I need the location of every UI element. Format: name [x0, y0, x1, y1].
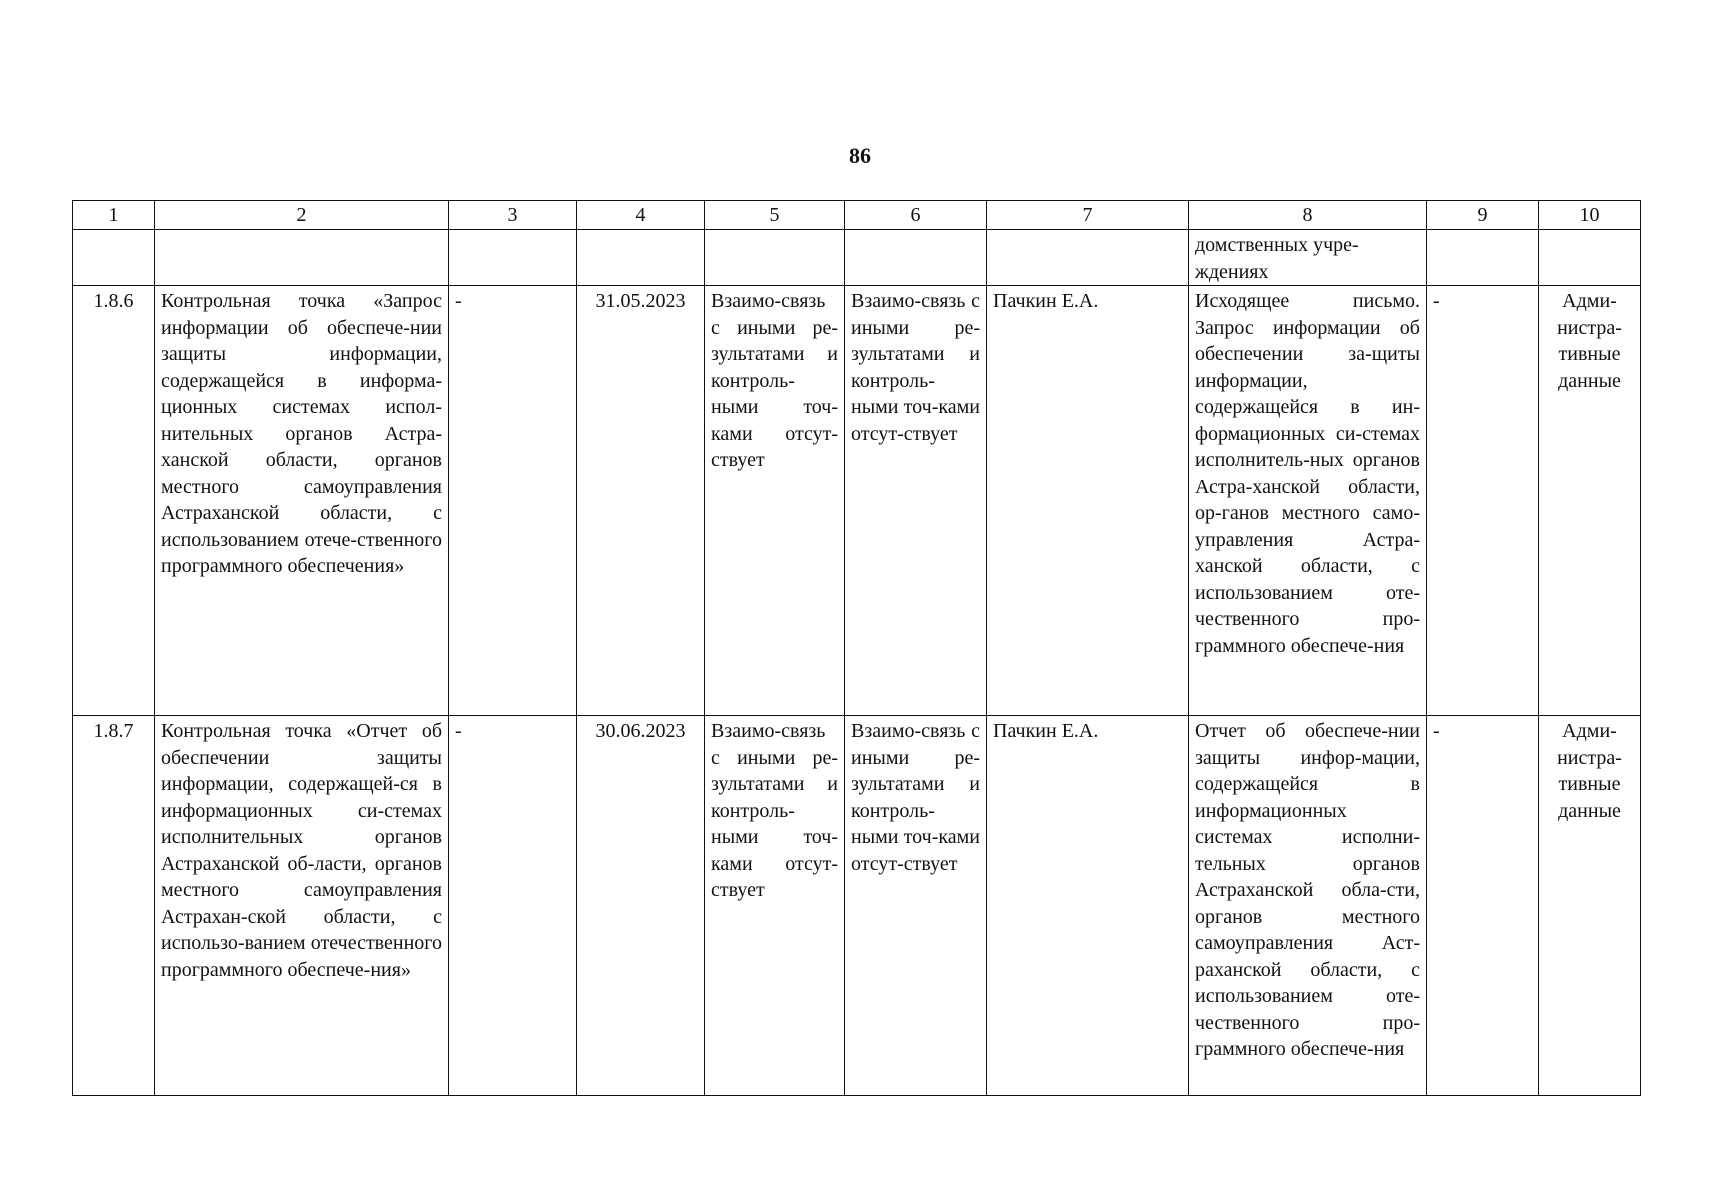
table-cell: [1427, 230, 1539, 286]
column-header: 8: [1189, 201, 1427, 230]
column-header: 6: [845, 201, 987, 230]
table-row: [73, 286, 1641, 716]
column-header: 10: [1539, 201, 1641, 230]
page-number: 86: [849, 143, 871, 168]
table-cell: -: [1427, 716, 1539, 1096]
deadline-date: 31.05.2023: [577, 286, 705, 716]
data-source: Адми-нистра-тивные данные: [1539, 286, 1641, 716]
column-header: 9: [1427, 201, 1539, 230]
table-cell: [1539, 230, 1641, 286]
table-cell: [73, 230, 155, 286]
plan-table: [72, 200, 1641, 1096]
responsible-person: Пачкин Е.А.: [987, 286, 1189, 716]
table-header-row: [73, 201, 1641, 230]
continuation-text: домственных учре- ждениях: [1195, 234, 1359, 283]
table-cell: -: [449, 286, 577, 716]
column-header: 3: [449, 201, 577, 230]
table-cell: -: [449, 716, 577, 1096]
relation-text: Взаимо-связь с иными ре-зультатами и контроль-ными точ-ками отсут-ствует: [845, 716, 987, 1096]
control-point-name: Контрольная точка «Запрос информации об обеспече-нии защиты информации, содержащейся в информа-ционных системах испол-нительных органов Астра-ханской области, органов местного самоуправления Астраханской области, с использованием отече-ственного программного обеспечения»: [155, 286, 449, 716]
column-header: 5: [705, 201, 845, 230]
responsible-person: Пачкин Е.А.: [987, 716, 1189, 1096]
table-cell: [845, 230, 987, 286]
table-row: [73, 716, 1641, 1096]
table-cell: [705, 230, 845, 286]
column-header: 7: [987, 201, 1189, 230]
data-source: Адми-нистра-тивные данные: [1539, 716, 1641, 1096]
row-number: 1.8.7: [73, 716, 155, 1096]
row-number: 1.8.6: [73, 286, 155, 716]
continuation-row: [73, 230, 1641, 286]
relation-text: Взаимо-связь с иными ре-зультатами и контроль-ными точ-ками отсут-ствует: [705, 716, 845, 1096]
column-header: 2: [155, 201, 449, 230]
result-document: Отчет об обеспече-нии защиты инфор-мации, содержащейся в информационных системах исполни-тельных органов Астраханской обла-сти, органов местного самоуправления Аст-раханской области, с использованием оте-чественного про-граммного обеспече-ния: [1189, 716, 1427, 1096]
relation-text: Взаимо-связь с иными ре-зультатами и контроль-ными точ-ками отсут-ствует: [845, 286, 987, 716]
relation-text: Взаимо-связь с иными ре-зультатами и контроль-ными точ-ками отсут-ствует: [705, 286, 845, 716]
control-point-name: Контрольная точка «Отчет об обеспечении защиты информации, содержащей-ся в информационных си-стемах исполнительных органов Астраханской об-ласти, органов местного самоуправления Астрахан-ской области, с использо-ванием отечественного программного обеспече-ния»: [155, 716, 449, 1096]
table-cell: [987, 230, 1189, 286]
table-cell: [577, 230, 705, 286]
deadline-date: 30.06.2023: [577, 716, 705, 1096]
column-header: 4: [577, 201, 705, 230]
table-cell: -: [1427, 286, 1539, 716]
column-header: 1: [73, 201, 155, 230]
table-cell: [155, 230, 449, 286]
table-cell: [1189, 230, 1427, 286]
table-cell: [449, 230, 577, 286]
result-document: Исходящее письмо. Запрос информации об обеспечении за-щиты информации, содержащейся в ин-формационных си-стемах исполнитель-ных органов Астра-ханской области, ор-ганов местного само-управления Астра-ханской области, с использованием оте-чественного про-граммного обеспече-ния: [1189, 286, 1427, 716]
